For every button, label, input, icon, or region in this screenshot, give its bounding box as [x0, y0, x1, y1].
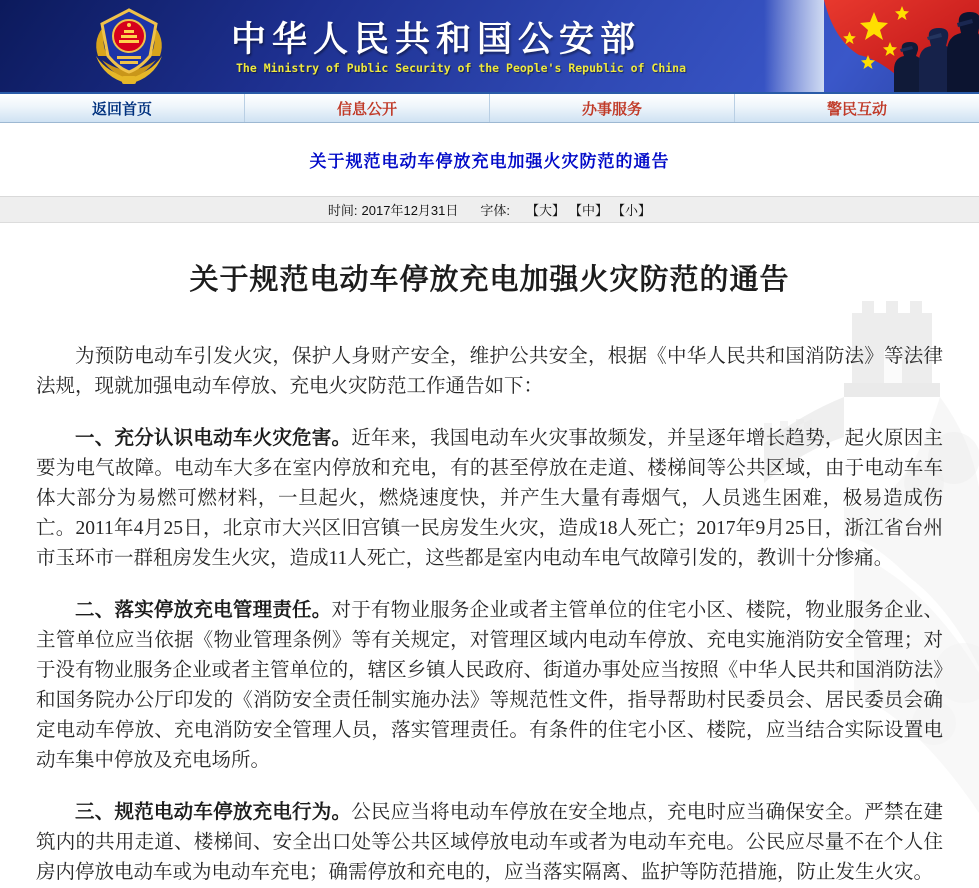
paragraph-lead: 二、落实停放充电管理责任。 [75, 600, 332, 621]
paragraph-text: 对于有物业服务企业或者主管单位的住宅小区、楼院，物业服务企业、主管单位应当依据《物业管理条例》等有关规定，对管理区域内电动车停放、充电实施消防安全管理；对于没有物业服务企业或者主管单位的，辖区乡镇人民政府、街道办事处应当按照《中华人民共和国消防法》和国务院办公厅印发的《消防安全责任制实施办法》等规范性文件，指导帮助村民委员会、居民委员会确定电动车停放、充电消防安全管理人员，落实管理责任。有条件的住宅小区、楼院，应当结合实际设置电动车集中停放及充电场所。 [36, 600, 943, 771]
time-label: 时间: [327, 203, 358, 218]
paragraph-section-1 [36, 424, 943, 574]
site-subtitle-english: The Ministry of Public Security of the People's Republic of China [236, 61, 687, 75]
time-value: 2017年12月31日 [361, 203, 459, 218]
nav-item-police-public-interaction[interactable]: 警民互动 [826, 100, 887, 118]
page-title-bar [0, 123, 979, 196]
nav-item-home[interactable]: 返回首页 [0, 94, 245, 122]
font-size-label: 字体: [480, 203, 511, 218]
site-header [0, 0, 979, 92]
nav-item-info-disclosure[interactable]: 信息公开 [245, 94, 490, 122]
font-size-small-button[interactable]: 【小】 [612, 203, 652, 218]
paragraph-section-2 [36, 596, 943, 776]
page-title: 关于规范电动车停放充电加强火灾防范的通告 [309, 152, 670, 171]
paragraph-section-3 [36, 798, 943, 888]
police-emblem-icon [84, 4, 174, 90]
main-nav [0, 92, 979, 123]
font-size-large-button[interactable]: 【大】 [526, 203, 566, 218]
meta-bar [0, 196, 979, 223]
nav-item-services[interactable]: 办事服务 [490, 94, 735, 122]
paragraph-text: 为预防电动车引发火灾，保护人身财产安全，维护公共安全，根据《中华人民共和国消防法》等法律法规，现就加强电动车停放、充电火灾防范工作通告如下： [36, 346, 943, 397]
header-photo-flag-and-police [764, 0, 979, 92]
notice-article [0, 223, 979, 888]
paragraph-lead: 一、充分认识电动车火灾危害。 [75, 428, 352, 449]
article-title: 关于规范电动车停放充电加强火灾防范的通告 [189, 264, 790, 296]
site-title: 中华人民共和国公安部 [231, 20, 642, 59]
paragraph-intro [36, 342, 943, 402]
font-size-medium-button[interactable]: 【中】 [569, 203, 609, 218]
paragraph-lead: 三、规范电动车停放充电行为。 [75, 802, 352, 823]
paragraph-text: 近年来，我国电动车火灾事故频发，并呈逐年增长趋势，起火原因主要为电气故障。电动车大多在室内停放和充电，有的甚至停放在走道、楼梯间等公共区域，由于电动车车体大部分为易燃可燃材料，一旦起火，燃烧速度快，并产生大量有毒烟气，人员逃生困难，极易造成伤亡。2011年4月25日，北京市大兴区旧宫镇一民房发生火灾，造成18人死亡；2017年9月25日，浙江省台州市玉环市一群租房发生火灾，造成11人死亡，这些都是室内电动车电气故障引发的，教训十分惨痛。 [36, 428, 943, 569]
paragraph-text: 公民应当将电动车停放在安全地点，充电时应当确保安全。严禁在建筑内的共用走道、楼梯间、安全出口处等公共区域停放电动车或者为电动车充电。公民应尽量不在个人住房内停放电动车或为电动车充电；确需停放和充电的，应当落实隔离、监护等防范措施，防止发生火灾。 [36, 802, 943, 883]
